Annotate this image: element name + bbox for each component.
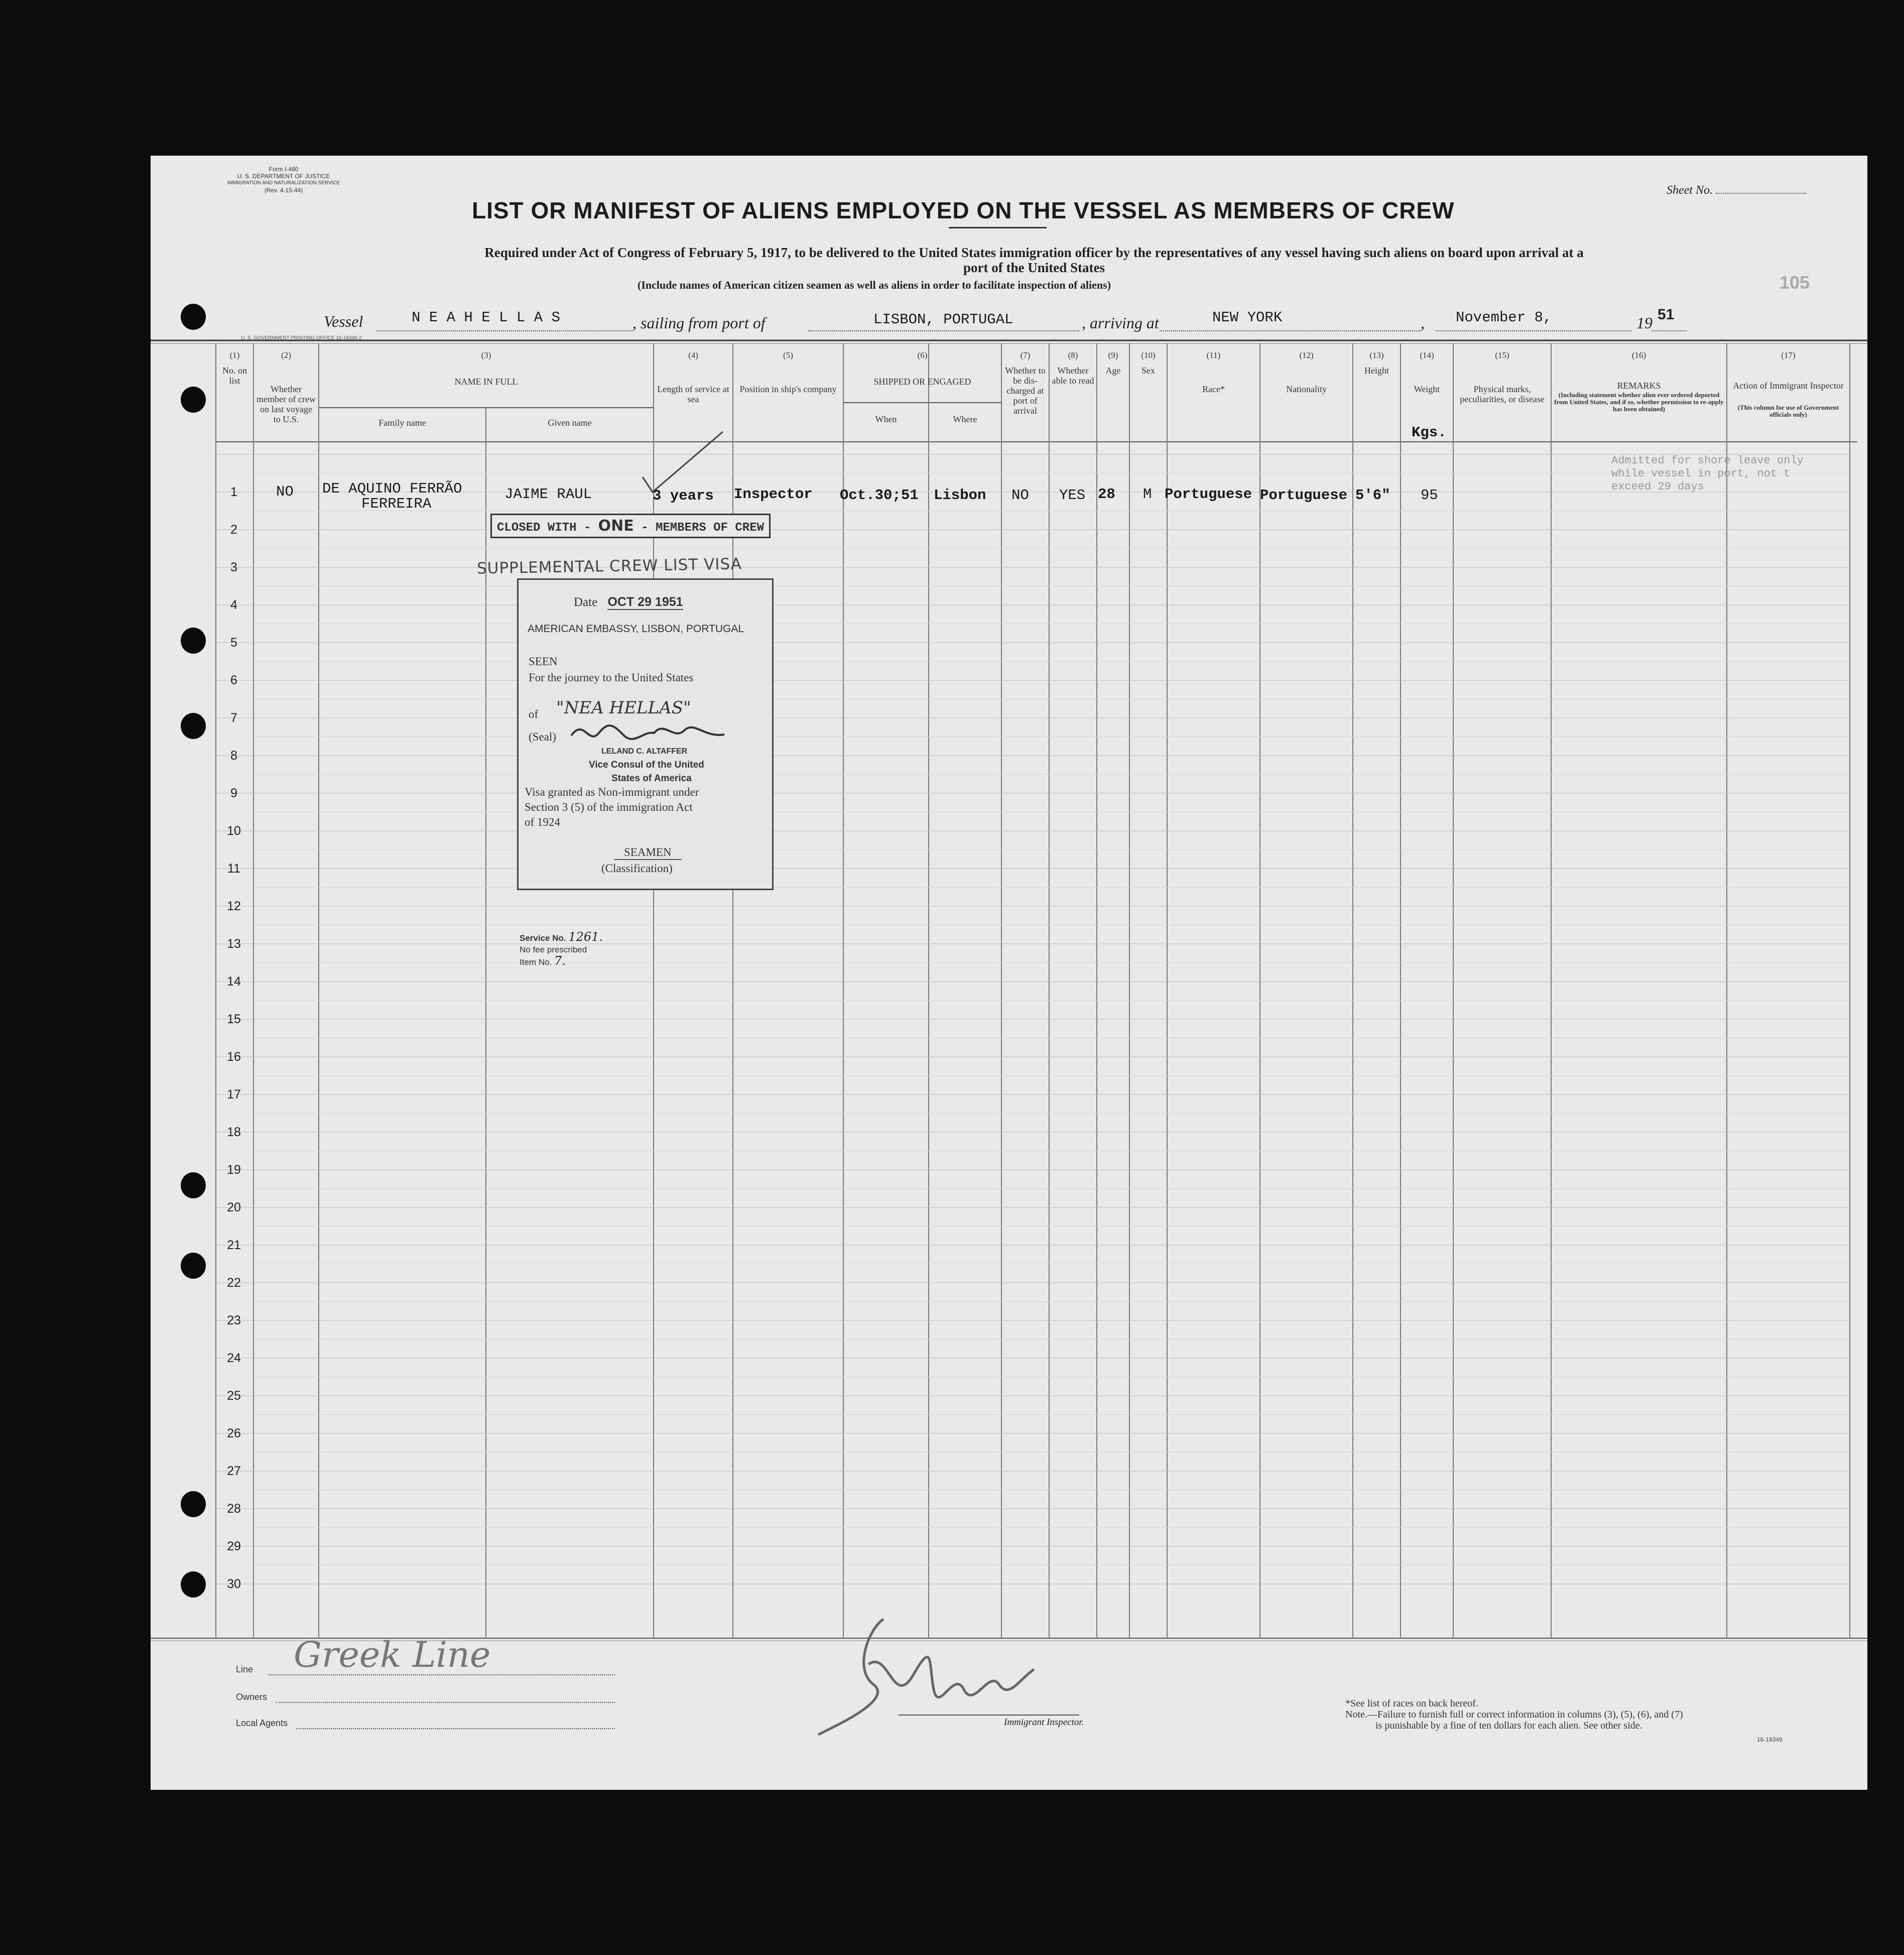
visa-vessel: "NEA HELLAS" xyxy=(556,698,691,718)
cell-weight: 95 xyxy=(1421,487,1438,504)
service-no-row xyxy=(520,931,603,944)
inspector-line xyxy=(899,1715,1079,1716)
row-number: 5 xyxy=(230,636,237,650)
visa-heading: SUPPLEMENTAL CREW LIST VISA xyxy=(476,555,742,578)
row-number: 19 xyxy=(227,1163,241,1177)
column-header: Position in ship's company xyxy=(739,384,837,394)
page-title: LIST OR MANIFEST OF ALIENS EMPLOYED ON THE VESSEL AS MEMBERS OF CREW xyxy=(472,197,1455,223)
revision: (Rev. 4-15-44) xyxy=(264,187,303,194)
visa-date: OCT 29 1951 xyxy=(607,595,683,609)
row-number: 2 xyxy=(230,523,237,537)
column-header: Weight xyxy=(1414,384,1440,394)
column-number: (12) xyxy=(1299,350,1314,360)
closed-with-stamp xyxy=(490,514,771,538)
service-name: IMMIGRATION AND NATURALIZATION SERVICE xyxy=(227,180,340,186)
sailing-label: , sailing from port of xyxy=(632,314,766,332)
row-number: 9 xyxy=(230,786,237,800)
row-number: 30 xyxy=(227,1577,241,1591)
visa-seal-label: (Seal) xyxy=(529,730,556,743)
row-number: 23 xyxy=(227,1313,241,1327)
service-no: 1261. xyxy=(568,930,603,944)
row-number: 1 xyxy=(230,485,237,499)
visa-stamp xyxy=(517,578,774,890)
column-subheader: Family name xyxy=(378,418,426,428)
line-label: Line xyxy=(236,1664,253,1674)
column-header: Action of Immigrant Inspector xyxy=(1733,381,1844,391)
row-number: 4 xyxy=(230,598,237,612)
printing-office: U. S. GOVERNMENT PRINTING OFFICE 16-19348-2 xyxy=(241,335,362,341)
row-number: 26 xyxy=(227,1426,241,1440)
cell-service: 3 years xyxy=(653,487,714,504)
required-line-2: port of the United States xyxy=(963,260,1105,275)
penalty-note-1: Note.—Failure to furnish full or correct information in columns (3), (5), (6), and (7) xyxy=(1345,1709,1683,1720)
visa-text-2: Section 3 (5) of the immigration Act xyxy=(525,801,693,813)
visa-classification: SEAMEN xyxy=(614,846,682,860)
row-number: 16 xyxy=(227,1050,241,1064)
port-to: NEW YORK xyxy=(1212,309,1283,326)
cell-where: Lisbon xyxy=(934,487,986,504)
column-number: (9) xyxy=(1108,350,1118,360)
visa-date-label: Date xyxy=(574,595,598,609)
consul-signature xyxy=(569,715,729,751)
column-number: (17) xyxy=(1781,350,1796,360)
remarks-line-2: while vessel in port, not t xyxy=(1611,467,1791,480)
owners-dotline xyxy=(276,1702,615,1703)
row-number: 12 xyxy=(227,899,241,913)
row-number: 28 xyxy=(227,1502,241,1516)
column-number: (16) xyxy=(1631,350,1646,360)
column-header: Sex xyxy=(1141,365,1155,376)
column-subheader: When xyxy=(875,414,897,424)
column-header: Whether able to read xyxy=(1052,365,1094,386)
column-header: Length of service at sea xyxy=(657,384,729,404)
column-header: Race* xyxy=(1202,384,1225,394)
column-number: (6) xyxy=(917,350,928,360)
column-number: (3) xyxy=(481,350,491,360)
vessel-label: Vessel xyxy=(324,312,363,330)
visa-date-row xyxy=(574,595,683,609)
row-number: 3 xyxy=(230,560,237,574)
cell-family-name-1: DE AQUINO FERRÃO xyxy=(322,480,462,497)
visa-consul-title-1: Vice Consul of the United xyxy=(589,760,704,770)
row-number: 18 xyxy=(227,1125,241,1139)
service-no-label: Service No. xyxy=(520,933,566,943)
cell-last-voyage: NO xyxy=(276,483,294,500)
column-number: (5) xyxy=(783,350,793,360)
column-note: (Including statement whether alien ever ordered deported from United States, and if so, whether permission to re-apply has been obtained) xyxy=(1554,391,1724,413)
column-number: (13) xyxy=(1369,350,1384,360)
column-subheader: Where xyxy=(953,414,977,424)
column-number: (2) xyxy=(281,350,291,360)
row-number: 6 xyxy=(230,673,237,687)
column-number: (1) xyxy=(229,350,240,360)
cell-discharged: NO xyxy=(1011,487,1029,504)
column-header: NAME IN FULL xyxy=(454,377,518,387)
sheet-label: Sheet No. xyxy=(1667,184,1806,197)
item-no-row xyxy=(520,955,603,968)
item-no: 7. xyxy=(554,954,566,968)
column-number: (11) xyxy=(1206,350,1221,360)
row-number: 10 xyxy=(227,824,241,838)
row-number: 27 xyxy=(227,1464,241,1478)
row-number: 22 xyxy=(227,1276,241,1290)
column-header: Physical marks, peculiarities, or disease xyxy=(1460,384,1545,404)
visa-classification-label: (Classification) xyxy=(601,862,673,875)
column-header: REMARKS xyxy=(1617,381,1661,391)
agents-label: Local Agents xyxy=(236,1718,288,1728)
visa-embassy: AMERICAN EMBASSY, LISBON, PORTUGAL xyxy=(528,623,744,635)
remarks-line-1: Admitted for shore leave only xyxy=(1611,454,1804,467)
cell-read: YES xyxy=(1059,487,1086,504)
cell-position: Inspector xyxy=(734,486,813,503)
cell-when: Oct.30;51 xyxy=(840,487,919,504)
column-subheader: Given name xyxy=(548,418,592,428)
row-number: 7 xyxy=(230,711,237,725)
row-number: 20 xyxy=(227,1200,241,1214)
races-note: *See list of races on back hereof. xyxy=(1345,1698,1478,1709)
column-number: (8) xyxy=(1068,350,1078,360)
column-number: (14) xyxy=(1420,350,1434,360)
row-number: 13 xyxy=(227,937,241,951)
cell-race: Portuguese xyxy=(1165,486,1252,503)
column-header: Whether to be dis-charged at port of arrival xyxy=(1005,365,1046,416)
visa-consul-name: LELAND C. ALTAFFER xyxy=(601,747,688,756)
column-note: (This column for use of Government officials only) xyxy=(1737,404,1839,418)
row-number: 21 xyxy=(227,1238,241,1252)
row-number: 24 xyxy=(227,1351,241,1365)
row-number: 29 xyxy=(227,1539,241,1553)
visa-of-label: of xyxy=(529,708,539,720)
row-number: 8 xyxy=(230,749,237,763)
year-prefix: 19 xyxy=(1636,314,1653,332)
row-number: 11 xyxy=(227,862,240,876)
closed-count: ONE xyxy=(598,517,634,535)
department: U. S. DEPARTMENT OF JUSTICE xyxy=(237,173,330,180)
column-number: (15) xyxy=(1495,350,1509,360)
line-value: Greek Line xyxy=(294,1634,491,1675)
manifest-sheet xyxy=(151,156,1867,1790)
column-number: (10) xyxy=(1141,350,1156,360)
cell-age: 28 xyxy=(1098,486,1115,503)
cell-height: 5'6" xyxy=(1355,487,1390,504)
weight-unit: Kgs. xyxy=(1412,424,1447,441)
column-header: Age xyxy=(1105,365,1121,376)
arriving-label: , arriving at xyxy=(1082,314,1159,332)
row-number: 25 xyxy=(227,1389,241,1403)
visa-seen: SEEN xyxy=(529,655,558,668)
port-from: LISBON, PORTUGAL xyxy=(873,311,1013,328)
service-stamp xyxy=(520,931,603,968)
column-header: No. on list xyxy=(222,365,247,386)
footer-notes xyxy=(1345,1698,1683,1731)
visa-text-3: of 1924 xyxy=(525,816,560,828)
agents-dotline xyxy=(296,1728,615,1729)
cell-family-name-2: FERREIRA xyxy=(361,496,432,512)
column-number: (4) xyxy=(688,350,698,360)
row-number: 17 xyxy=(227,1087,241,1102)
item-no-label: Item No. xyxy=(520,957,552,967)
cell-nationality: Portuguese xyxy=(1260,487,1348,504)
remarks-line-3: exceed 29 days xyxy=(1611,480,1704,493)
cell-sex: M xyxy=(1143,486,1152,503)
penalty-note-2: is punishable by a fine of ten dollars for each alien. See other side. xyxy=(1375,1720,1642,1731)
column-number: (7) xyxy=(1020,350,1031,360)
comma: , xyxy=(1421,314,1425,332)
form-code: 16-19349 xyxy=(1757,1736,1783,1743)
service-fee: No fee prescribed xyxy=(520,945,587,954)
form-number: Form I-480 xyxy=(269,166,299,173)
row-number: 14 xyxy=(227,974,241,989)
visa-journey: For the journey to the United States xyxy=(529,671,694,684)
check-mark-icon xyxy=(638,427,728,497)
arrival-date: November 8, xyxy=(1456,309,1552,326)
inspector-label: Immigrant Inspector. xyxy=(1004,1717,1084,1728)
column-header: Height xyxy=(1364,365,1389,376)
visa-text-1: Visa granted as Non-immigrant under xyxy=(525,786,699,798)
year-suffix: 51 xyxy=(1658,306,1675,323)
visa-consul-title-2: States of America xyxy=(611,773,692,784)
closed-prefix: CLOSED WITH - xyxy=(497,521,591,535)
required-line-1: Required under Act of Congress of February 5, 1917, to be delivered to the United States immigration officer by the representatives of any vessel having such aliens on board upon arrival at a xyxy=(484,245,1584,260)
cell-given-name: JAIME RAUL xyxy=(504,486,592,503)
vessel-name: N E A H E L L A S xyxy=(412,309,560,326)
sheet-number: 105 xyxy=(1780,272,1810,293)
column-header: Nationality xyxy=(1286,384,1327,394)
column-header: Whether member of crew on last voyage to U.S. xyxy=(257,384,316,424)
row-number: 15 xyxy=(227,1012,241,1026)
include-note: (Include names of American citizen seamen as well as aliens in order to facilitate inspection of aliens) xyxy=(638,279,1111,291)
owners-label: Owners xyxy=(236,1692,268,1702)
cell-remarks xyxy=(1611,454,1804,494)
column-header: SHIPPED OR ENGAGED xyxy=(873,377,971,387)
closed-suffix: - MEMBERS OF CREW xyxy=(641,521,764,535)
